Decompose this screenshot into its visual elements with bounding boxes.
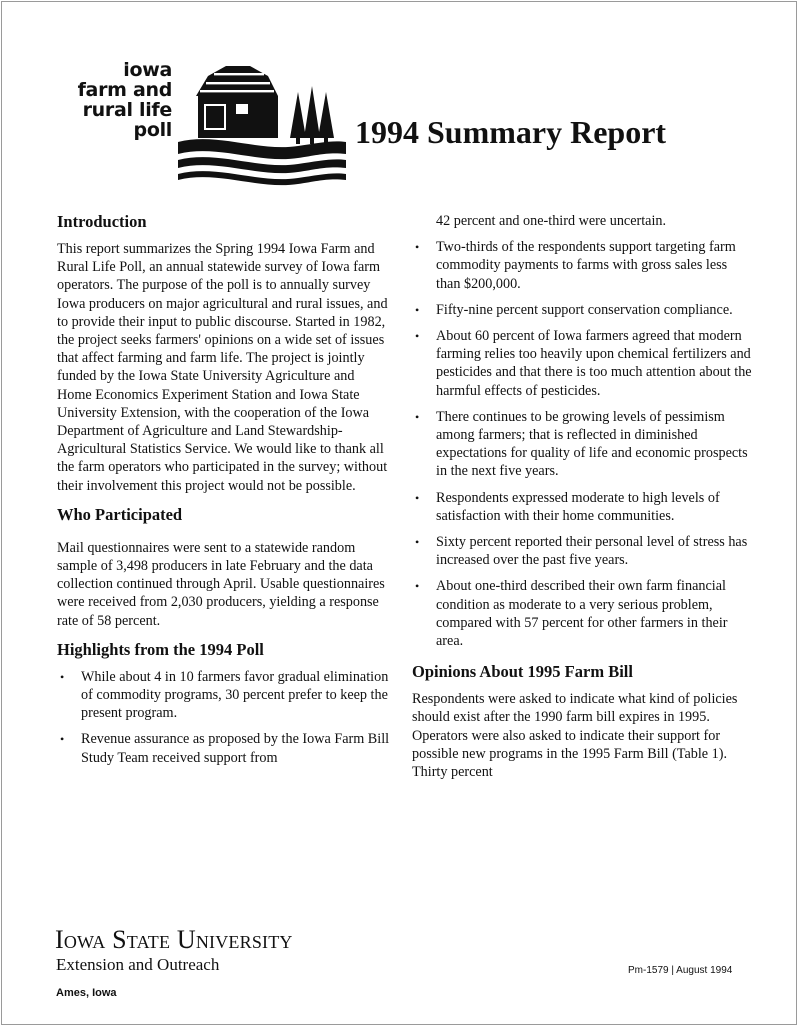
location-text: Ames, Iowa <box>56 987 117 999</box>
list-item: • About 60 percent of Iowa farmers agreed that modern farming relies too heavily upon chemical fertilizers and pesticides and that there is too much attention about the harmful effects of pesticides. <box>415 328 752 399</box>
highlights-heading: Highlights from the 1994 Poll <box>57 639 264 659</box>
university-wordmark: Iowa State University <box>55 925 293 954</box>
highlights-list-continued <box>412 238 752 650</box>
extension-unit: Extension and Outreach <box>56 955 220 974</box>
logo-line: farm and <box>77 79 172 101</box>
bullet-icon: • <box>415 240 420 255</box>
who-participated-heading: Who Participated <box>57 504 183 524</box>
list-item: • Fifty-nine percent support conservation compliance. <box>415 301 733 318</box>
left-column <box>57 212 392 775</box>
logo-line: rural life <box>82 99 172 121</box>
introduction-text: This report summarizes the Spring 1994 Iowa Farm and Rural Life Poll, an annual statewide survey of Iowa farm operators. The purpose of the poll is to annually survey Iowa producers on major agricultural and rural issues, and to provide their input to public discourse. Started in 1982, the project seeks farmers' opinions on a wide set of issues that affect farming and farm life. The project is jointly funded by the Iowa State University Agriculture and Home Economics Experiment Station and Iowa State University Extension, with the cooperation of the Iowa Department of Agriculture and Land Stewardship-Agricultural Statistics Service. We would like to thank all the farm operators who participated in the survey; without their involvement this project would not be possible. <box>57 241 388 494</box>
report-title: 1994 Summary Report <box>355 114 667 150</box>
list-item: • Two-thirds of the respondents support targeting farm commodity payments to farms with gross sales less than $200,000. <box>415 239 736 292</box>
bullet-icon: • <box>60 669 65 684</box>
list-item: • Revenue assurance as proposed by the Iowa Farm Bill Study Team received support from <box>60 731 390 766</box>
bullet-icon: • <box>415 535 420 550</box>
poll-logo-text <box>40 60 172 140</box>
opinions-text: Respondents were asked to indicate what kind of policies should exist after the 1990 farm bill expires in 1995. Operators were also asked to indicate their support for possible new programs in the 1995 Farm Bill (Table 1). Thirty percent <box>412 691 738 781</box>
list-item: • While about 4 in 10 farmers favor gradual elimination of commodity programs, 30 percent prefer to keep the present program. <box>60 668 389 722</box>
bullet-icon: • <box>60 732 65 747</box>
bullet-icon: • <box>415 329 420 344</box>
barn-trees-logo-icon <box>178 62 348 192</box>
logo-line: poll <box>133 119 172 141</box>
list-item: • Respondents expressed moderate to high levels of satisfaction with their home communities. <box>415 489 720 524</box>
bullet-icon: • <box>415 302 420 317</box>
highlights-list <box>57 668 392 767</box>
publication-number: Pm-1579 | August 1994 <box>628 965 733 976</box>
who-participated-text: Mail questionnaires were sent to a statewide random sample of 3,498 producers in late February and the data collection continued through April. Usable questionnaires were received from 2,030 producers, yielding a response rate of 58 percent. <box>57 539 385 629</box>
list-item: • About one-third described their own farm financial condition as moderate to a very serious problem, compared with 57 percent for other farmers in their area. <box>415 578 728 650</box>
list-item: • There continues to be growing levels of pessimism among farmers; that is reflected in diminished expectations for quality of life and economic prospects in the next five years. <box>415 408 748 480</box>
opinions-heading: Opinions About 1995 Farm Bill <box>412 662 633 682</box>
bullet-icon: • <box>415 579 420 594</box>
highlight-continuation: 42 percent and one-third were uncertain. <box>436 213 667 229</box>
introduction-heading: Introduction <box>57 212 147 231</box>
list-item: • Sixty percent reported their personal level of stress has increased over the past five years. <box>415 534 748 569</box>
bullet-icon: • <box>415 490 420 505</box>
right-column <box>412 212 752 781</box>
bullet-icon: • <box>415 409 420 424</box>
logo-line: iowa <box>123 59 172 81</box>
